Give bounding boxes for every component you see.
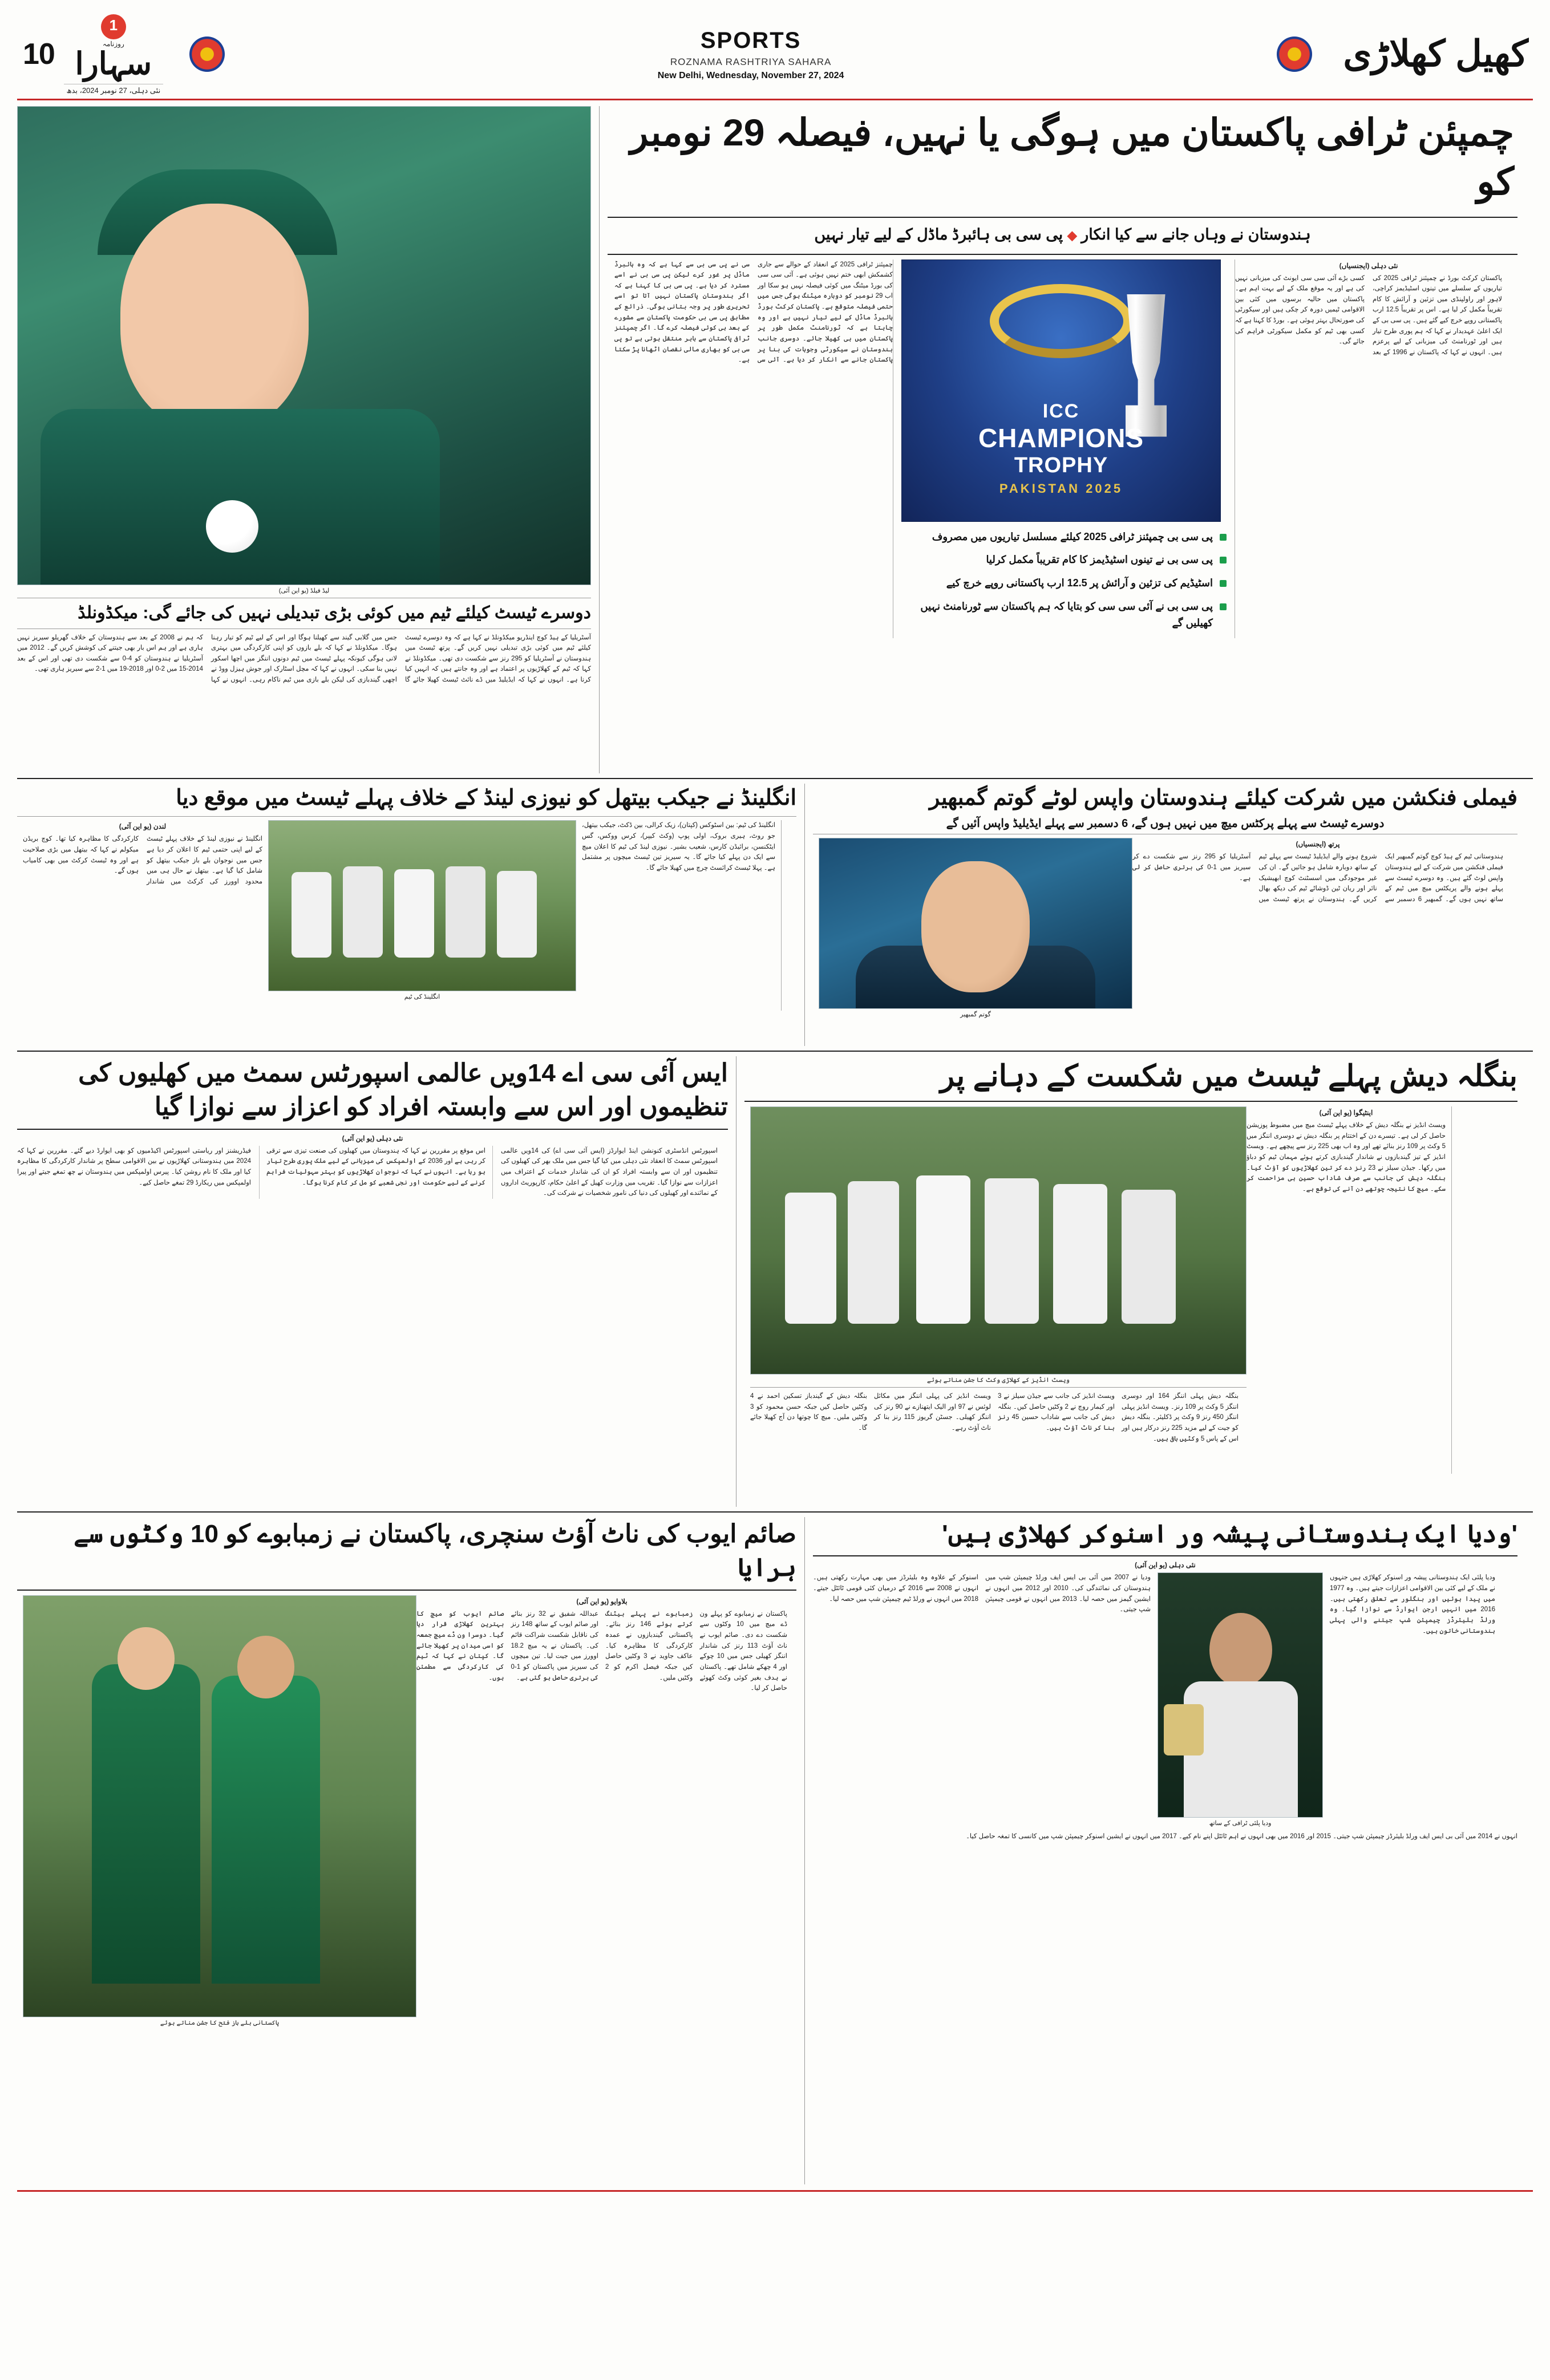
scorecard-col2: ویسٹ انڈیز کی جانب سے جیڈن سیلز نے 3 اور کیمار روچ نے 2 وکٹیں حاصل کیں۔ بنگلہ دیش کی جانب سے شاداب حسین 45 رنز بنا کر ناٹ آؤٹ ہیں۔	[998, 1393, 1115, 1432]
bullet-item: اسٹیڈیم کی تزئین و آرائش پر 12.5 ارب پاکستانی روپے خرچ کیے	[901, 575, 1227, 591]
face-shape	[1209, 1613, 1272, 1687]
logo-badge-icon	[101, 14, 126, 39]
subhead-left: پی سی بی ہائبرڈ ماڈل کے لیے تیار نہیں	[814, 225, 1063, 243]
cricket-ball-shape	[206, 500, 258, 553]
bangladesh-body: ویسٹ انڈیز نے بنگلہ دیش کے خلاف پہلے ٹیسٹ میچ میں مضبوط پوزیشن حاصل کر لی ہے۔ تیسرے دن کے اختتام پر بنگلہ دیش نے دوسری اننگز میں 5 وکٹ پر 109 رنز بنائے تھے اور وہ اب بھی 225 رنز سے پیچھے ہے۔ ویسٹ انڈیز کے تیز گیندبازوں نے شاندار گیندبازی کرتے ہوئے مہمان ٹیم کو دباؤ میں رکھا۔ جیڈن سیلز نے 23 رنز دے کر تین کھلاڑیوں کو آؤٹ کیا۔ بنگلہ دیش کی جانب سے صرف شاداب حسین ہی مزاحمت کر سکے۔ میچ کا نتیجہ چوتھے دن آنے کی توقع ہے۔	[1247, 1122, 1446, 1193]
player-shape	[394, 869, 434, 958]
player-shape	[916, 1175, 970, 1324]
player-shape	[497, 871, 537, 958]
england-story	[17, 784, 804, 1046]
divider	[744, 1101, 1517, 1102]
bangladesh-story	[736, 1056, 1517, 1507]
awards-body-col3: فیڈریشنز اور ریاستی اسپورٹس اکیڈمیوں کو بھی ایوارڈ دیے گئے۔ مقررین نے کہا کہ 2024 میں ہندوستانی کھلاڑیوں نے بین الاقوامی سطح پر شاندار کارکردگی کا مظاہرہ کیا اور ملک کا نام روشن کیا۔ پیرس اولمپکس میں ہندوستان نے چھ تمغے جیتے اور پیرا اولمپکس میں ریکارڈ 29 تمغے حاصل کیے۔	[17, 1147, 251, 1186]
pakistan-body-col4: صائم ایوب کو میچ کا بہترین کھلاڑی قرار دیا گیا۔ دوسرا ون ڈے میچ جمعہ کو اسی میدان پر کھیلا جائے گا۔ کپتان نے کہا کہ ٹیم کی کارکردگی سے مطمئن ہوں۔	[416, 1610, 504, 1681]
section-title: SPORTS	[700, 27, 802, 53]
third-band	[17, 1051, 1533, 1507]
england-body-left: انگلینڈ نے نیوزی لینڈ کے خلاف پہلے ٹیسٹ کے لیے اپنی حتمی ٹیم کا اعلان کر دیا ہے جس میں نوجوان بلے باز جیکب بیتھل کو شامل کیا گیا ہے۔ بیتھل نے حال ہی میں محدود اوورز کی کرکٹ میں شاندار کارکردگی کا مظاہرہ کیا تھا۔ کوچ بریڈن میکولم نے کہا کہ بیتھل میں بڑی صلاحیت ہے اور وہ ٹیسٹ کرکٹ میں بھی کامیاب ہوں گے۔	[23, 836, 262, 885]
awards-headline: ایس آئی سی اے 14ویں عالمی اسپورٹس سمٹ میں کھلیوں کی تنظیموں اور اس سے وابستہ افراد کو اعزاز سے نوازا گیا	[78, 1059, 728, 1121]
pakistan-batsmen-photo	[23, 1595, 416, 2017]
pakistan-zimbabwe-story	[17, 1517, 804, 2184]
gambhir-byline: پرتھ (ایجنسیاں)	[1296, 840, 1340, 849]
gambhir-headline: فیملی فنکشن میں شرکت کیلئے ہندوستان واپس لوٹے گوتم گمبھیر	[929, 786, 1517, 810]
pakistan-body-col2: زمبابوے نے پہلے بیٹنگ کرتے ہوئے 146 رنز بنائے۔ پاکستانی گیندبازوں نے عمدہ کارکردگی کا مظاہرہ کیا۔ عاکف جاوید نے 3 وکٹیں حاصل کیں جبکہ فیصل اکرم کو 2 وکٹیں ملیں۔	[605, 1610, 693, 1681]
pakistan-body-col3: عبداللہ شفیق نے 32 رنز بنائے اور صائم ایوب کے ساتھ 148 رنز کی ناقابل شکست شراکت قائم کی۔ پاکستان نے یہ میچ 18.2 اوورز میں جیت لیا۔ تین میچوں کی سیریز میں پاکستان کو 1-0 کی برتری حاصل ہو گئی ہے۔	[511, 1610, 599, 1681]
player-shape	[446, 866, 485, 958]
lead-body-right: پاکستان کرکٹ بورڈ نے چمپئنز ٹرافی 2025 کی تیاریوں کے سلسلے میں تینوں اسٹیڈیمز کراچی، لاہور اور راولپنڈی میں تزئین و آرائش کا کام تقریباً مکمل کر لیا ہے۔ اس پر تقریباً 12.5 ارب پاکستانی روپے خرچ کیے گئے ہیں۔ پی سی بی کے ایک اعلیٰ عہدیدار نے کہا کہ ہم پوری طرح تیار ہیں اور ٹورنامنٹ کی میزبانی کے لیے پرعزم ہیں۔ انہوں نے کہا کہ پاکستان نے 1996 کے بعد کسی بڑے آئی سی سی ایونٹ کی میزبانی نہیں کی ہے اور یہ موقع ملک کے لیے بہت اہم ہے۔ پاکستان میں حالیہ برسوں میں کئی بین الاقوامی ٹیمیں دورہ کر چکی ہیں اور سیکورٹی کی صورتحال بہتر ہوئی ہے۔ بورڈ کا کہنا ہے کہ کسی بھی ٹیم کو مکمل سیکورٹی فراہم کی جائے گی۔	[1235, 274, 1502, 356]
trophy-logo-text	[902, 400, 1220, 496]
player-shape	[785, 1193, 836, 1324]
bullet-item: پی سی بی نے تینوں اسٹیڈیمز کا کام تقریباً مکمل کرلیا	[901, 552, 1227, 568]
divider	[608, 254, 1517, 255]
divider	[608, 217, 1517, 218]
gambhir-photo	[819, 838, 1132, 1009]
scorecard-col4: بنگلہ دیش کے گیندباز تسکین احمد نے 4 وکٹیں حاصل کیں جبکہ حسن محمود کو 3 وکٹیں ملیں۔ میچ کا چوتھا دن آج کھیلا جائے گا۔	[750, 1393, 867, 1432]
pakistan-photo-caption: پاکستانی بلے باز فتح کا جشن مناتے ہوئے	[160, 2019, 280, 2026]
masthead	[17, 15, 1533, 100]
face-shape	[237, 1636, 294, 1698]
champions-trophy-story	[599, 106, 1517, 773]
england-photo-caption: انگلینڈ کی ٹیم	[404, 994, 440, 1001]
lead-dateline: نئی دہلی (ایجنسیاں)	[1339, 261, 1398, 270]
section-title-block	[242, 26, 1260, 82]
divider	[17, 816, 796, 817]
lead-body-left: چمپئنز ٹرافی 2025 کے انعقاد کے حوالے سے جاری کشمکش ابھی ختم نہیں ہوئی ہے۔ آئی سی سی کی بورڈ میٹنگ میں کوئی فیصلہ نہیں ہو سکا اور اب 29 نومبر کو دوبارہ میٹنگ ہوگی جس میں حتمی فیصلہ متوقع ہے۔ پاکستان کرکٹ بورڈ ہائبرڈ ماڈل کے لیے تیار نہیں ہے اور وہ چاہتا ہے کہ ٹورنامنٹ مکمل طور پر پاکستان میں ہی کھیلا جائے۔ دوسری جانب ہندوستان نے سیکورٹی وجوہات کی بنا پر پاکستان جانے سے انکار کر دیا ہے۔ آئی سی سی نے پی سی بی سے کہا ہے کہ وہ ہائبرڈ ماڈل پر غور کرے لیکن پی سی بی نے اسے مسترد کر دیا ہے۔ پی سی بی کا کہنا ہے کہ اگر ہندوستان پاکستان نہیں آتا تو اسے تحریری طور پر وجہ بتانی ہوگی۔ ذرائع کے مطابق پی سی بی حکومت پاکستان سے مشورے کے بعد ہی کوئی فیصلہ کرے گا۔ اگر چمپئنز ٹرافی پاکستان سے باہر منتقل ہوتی ہے تو پی سی بی کو بھاری مالی نقصان اٹھانا پڑ سکتا ہے۔	[614, 261, 893, 364]
icc-ring-icon	[990, 284, 1132, 358]
player-shape	[92, 1664, 200, 1984]
west-indies-celebration-photo	[750, 1106, 1247, 1375]
page-number: 10	[23, 37, 55, 71]
bullet-item: پی سی بی نے آئی سی سی کو بتایا کہ ہم پاکستان سے ٹورنامنٹ نہیں کھیلیں گے	[901, 598, 1227, 631]
edition-date: New Delhi, Wednesday, November 27, 2024	[657, 71, 844, 81]
publication-logo	[64, 14, 172, 94]
lead-story-band	[17, 106, 1533, 773]
mcdonald-headline: دوسرے ٹیسٹ کیلئے ٹیم میں کوئی بڑی تبدیلی نہیں کی جائے گی: میکڈونلڈ	[78, 603, 591, 622]
gambhir-subhead: دوسرے ٹیسٹ سے پہلے پرکٹس میچ میں نہیں ہوں گے، 6 دسمبر سے پہلے ایڈیلیڈ واپس آئیں گے	[946, 817, 1385, 830]
mcdonald-photo	[17, 106, 591, 585]
england-team-photo	[268, 820, 576, 991]
player-shape	[985, 1178, 1039, 1324]
mcdonald-story	[17, 106, 599, 773]
champions-trophy-logo	[901, 260, 1221, 522]
pakistan-body-col1: پاکستان نے زمبابوے کو پہلے ون ڈے میچ میں 10 وکٹوں سے شکست دے دی۔ صائم ایوب نے ناٹ آؤٹ 113 رنز کی شاندار اننگز کھیلی جس میں 10 چوکے اور 4 چھکے شامل تھے۔ پاکستان نے ہدف بغیر کوئی وکٹ کھوئے حاصل کر لیا۔	[699, 1610, 788, 1692]
torso-shape	[41, 409, 440, 585]
gambhir-photo-caption: گوتم گمبھیر	[960, 1011, 991, 1019]
england-body-right: انگلینڈ کی ٹیم: بین اسٹوکس (کپتان)، زیک کرالی، بین ڈکٹ، جیکب بیتھل، جو روٹ، ہیری بروک، اولی پوپ (وکٹ کیپر)، کرس ووکس، گس ایٹکنسن، برائیڈن کارس، شعیب بشیر۔ نیوزی لینڈ کی ٹیم کا اعلان میچ سے ایک دن پہلے کیا جائے گا۔ یہ سیریز تین ٹیسٹ میچوں پر مشتمل ہے۔ پہلا ٹیسٹ کرائسٹ چرچ میں کھیلا جائے گا۔	[582, 822, 775, 871]
pakistan-byline: بلاوایو (یو این آئی)	[576, 1597, 628, 1605]
face-shape	[118, 1627, 175, 1690]
lead-headline: چمپئن ٹرافی پاکستان میں ہوگی یا نہیں، فیصلہ 29 نومبر کو	[630, 111, 1514, 202]
player-shape	[1053, 1184, 1107, 1324]
bullet-item: پی سی بی چمپئنز ٹرافی 2025 کیلئے مسلسل تیاریوں میں مصروف	[901, 529, 1227, 545]
bangladesh-headline: بنگلہ دیش پہلے ٹیسٹ میں شکست کے دہانے پر	[940, 1060, 1517, 1093]
bangladesh-photo-caption: ویسٹ انڈیز کے کھلاڑی وکٹ کا جشن مناتے ہوئے	[926, 1377, 1070, 1384]
pakistan-headline: صائم ایوب کی ناٹ آؤٹ سنچری، پاکستان نے زمبابوے کو 10 وکٹوں سے ہرایا	[74, 1520, 796, 1582]
mcdonald-photo-caption: لیڈ فیلڈ (یو این آئی)	[278, 587, 330, 594]
snooker-headline: 'ودیا ایک ہندوستانی پیشہ ور اسنوکر کھلاڑی ہیں'	[942, 1520, 1517, 1548]
gambhir-story	[804, 784, 1517, 1046]
lead-bullet-list	[901, 529, 1227, 631]
logo-date-line: نئی دہلی، 27 نومبر 2024، بدھ	[64, 84, 163, 94]
subhead-right: ہندوستان نے وہاں جانے سے کیا انکار	[1081, 225, 1311, 243]
snooker-body-col1: ودیا پلئی ایک ہندوستانی پیشہ ور اسنوکر کھلاڑی ہیں جنہوں نے ملک کے لیے کئی بین الاقوامی اعزازات جیتے ہیں۔ وہ 1977 میں پیدا ہوئیں اور بنگلور سے تعلق رکھتی ہیں۔ 2016 میں انہیں ارجن ایوارڈ سے نوازا گیا۔ وہ ورلڈ بلیئرڈز چیمپئن شپ جیتنے والی پہلی ہندوستانی خاتون ہیں۔	[1330, 1574, 1495, 1635]
fourth-band	[17, 1511, 1533, 2184]
snooker-player-photo	[1158, 1572, 1323, 1818]
player-shape	[343, 866, 383, 958]
england-headline: انگلینڈ نے جیکب بیتھل کو نیوزی لینڈ کے خلاف پہلے ٹیسٹ میں موقع دیا	[176, 786, 796, 810]
mcdonald-body: آسٹریلیا کے ہیڈ کوچ اینڈریو میکڈونلڈ نے کہا ہے کہ وہ دوسرے ٹیسٹ کیلئے ٹیم میں کوئی بڑی تبدیلی نہیں کریں گے۔ پرتھ ٹیسٹ میں ہندوستان نے آسٹریلیا کو 295 رنز سے شکست دی تھی۔ میکڈونلڈ نے کہا کہ ٹیم کے کھلاڑیوں پر اعتماد ہے اور وہ جانتے ہیں کہ انہیں کیا کرنا ہے۔ انہوں نے کہا کہ ایڈیلیڈ میں ڈے نائٹ ٹیسٹ کھیلا جائے گا جس میں گلابی گیند سے کھیلنا ہوگا اور اس کے لیے ٹیم کو تیار رہنا ہوگا۔ میکڈونلڈ نے کہا کہ بلے بازوں کو اپنی کارکردگی میں بہتری لانی ہوگی کیونکہ پہلے ٹیسٹ میں ٹیم دونوں اننگز میں اچھا اسکور نہیں بنا سکی۔ انہوں نے کہا کہ مچل اسٹارک اور جوش ہیزل ووڈ نے اچھی گیندبازی کی لیکن بلے بازی میں ٹیم ناکام رہی۔ انہوں نے کہا کہ ہم نے 2008 کے بعد سے ہندوستان کے خلاف گھریلو سیریز نہیں ہاری ہے اور ہم اس بار بھی جیتنے کی کوشش کریں گے۔ 2012 میں آسٹریلیا نے ہندوستان کو 4-0 سے شکست دی تھی اور اس کے بعد 2014-15 میں 2-0 اور 2018-19 میں 1-2 سے سیریز ہاری تھی۔	[17, 634, 591, 683]
divider	[750, 1387, 1247, 1388]
player-shape	[212, 1676, 320, 1984]
trophy-shape	[1164, 1704, 1204, 1755]
awards-story	[17, 1056, 736, 1507]
trophy-label: TROPHY	[1014, 453, 1108, 477]
awards-body-col1: اسپورٹس انڈسٹری کنونشن اینڈ ایوارڈز (ایس آئی سی اے) کی 14ویں عالمی اسپورٹس سمٹ کا انعقاد نئی دہلی میں کیا گیا جس میں ملک بھر کی کھیلوں کی تنظیموں اور ان سے وابستہ افراد کو ان کی شاندار خدمات کے اعتراف میں اعزازات سے نوازا گیا۔ تقریب میں وزارت کھیل کے اعلیٰ حکام، کارپوریٹ اداروں کے نمائندے اور کھیلوں کی دنیا کی نامور شخصیات نے شرکت کی۔	[501, 1147, 718, 1197]
diamond-icon: ◆	[1067, 228, 1077, 242]
lead-subheads	[608, 222, 1517, 249]
host-year-label: PAKISTAN 2025	[999, 481, 1123, 496]
icc-label: ICC	[1042, 400, 1080, 422]
logo-urdu-text: سہارا	[75, 46, 152, 81]
scorecard-col3: ویسٹ انڈیز کی پہلی اننگز میں مکائل لوئس نے 97 اور الیک ایتھنازے نے 90 رنز کی اننگز کھیلی۔ جسٹن گریوز 115 رنز بنا کر ناٹ آؤٹ رہے۔	[874, 1393, 991, 1432]
second-band	[17, 778, 1533, 1046]
publication-name: ROZNAMA RASHTRIYA SAHARA	[670, 56, 832, 67]
sun-emblem-icon	[189, 37, 225, 72]
logo-top-text: روزنامہ	[102, 39, 124, 48]
face-shape	[921, 861, 1030, 992]
face-shape	[120, 204, 309, 432]
bangladesh-byline: اینٹیگوا (یو این آئی)	[1319, 1109, 1373, 1117]
scorecard-col1: بنگلہ دیش پہلی اننگز 164 اور دوسری اننگز 5 وکٹ پر 109 رنز۔ ویسٹ انڈیز پہلی اننگز 450 رنز 9 وکٹ پر ڈکلیئر۔ بنگلہ دیش کو جیت کے لیے مزید 225 رنز درکار ہیں اور اس کے پاس 5 وکٹیں باقی ہیں۔	[1122, 1393, 1239, 1442]
snooker-body-col2: انہوں نے 2014 میں آئی بی ایس ایف ورلڈ بلیئرڈز چیمپئن شپ جیتی۔ 2015 اور 2016 میں بھی انہوں نے اہم ٹائٹل اپنے نام کیے۔ 2017 میں انہوں نے ایشین اسنوکر چیمپئن شپ میں کانسی کا تمغہ حاصل کیا۔	[966, 1833, 1517, 1840]
urdu-section-title: کھیل کھلاڑی	[1343, 33, 1528, 74]
player-shape	[1122, 1190, 1176, 1324]
snooker-story	[804, 1517, 1517, 2184]
footer-rule	[17, 2190, 1533, 2192]
player-shape	[292, 872, 331, 958]
champions-label: CHAMPIONS	[978, 423, 1144, 453]
divider	[17, 1590, 796, 1591]
divider	[813, 1555, 1517, 1556]
awards-body-col2: اس موقع پر مقررین نے کہا کہ ہندوستان میں کھیلوں کی صنعت تیزی سے ترقی کر رہی ہے اور 2036 کے اولمپکس کی میزبانی کے لیے ملک پوری طرح تیار ہو رہا ہے۔ انہوں نے کہا کہ نوجوان کھلاڑیوں کو بہتر سہولیات فراہم کرنے کے لیے حکومت اور نجی شعبے کو مل کر کام کرنا ہوگا۔	[259, 1146, 493, 1199]
gambhir-body: ہندوستانی ٹیم کے ہیڈ کوچ گوتم گمبھیر ایک فیملی فنکشن میں شرکت کے لیے ہندوستان واپس لوٹ گئے ہیں۔ وہ دوسرے ٹیسٹ سے پہلے ہونے والے پریکٹس میچ میں ٹیم کے ساتھ نہیں ہوں گے۔ گمبھیر 6 دسمبر سے شروع ہونے والے ایڈیلیڈ ٹیسٹ سے پہلے ٹیم کے ساتھ دوبارہ شامل ہو جائیں گے۔ ان کی غیر موجودگی میں اسسٹنٹ کوچ ابھیشیک نائر اور ریان ٹین ڈوشاٹے ٹیم کی دیکھ بھال کریں گے۔ ہندوستان نے پرتھ ٹیسٹ میں آسٹریلیا کو 295 رنز سے شکست دے کر سیریز میں 1-0 کی برتری حاصل کر لی ہے۔	[1132, 853, 1503, 903]
snooker-body-col3: ودیا نے 2007 میں آئی بی ایس ایف ورلڈ چیمپئن شپ میں ہندوستان کی نمائندگی کی۔ 2010 اور 2012 میں انہوں نے ایشین گیمز میں حصہ لیا۔ 2013 میں انہوں نے قومی چیمپئن شپ جیتی۔	[985, 1574, 1151, 1613]
snooker-byline: نئی دہلی (یو این آئی)	[1135, 1561, 1196, 1570]
sun-emblem-icon-right	[1277, 37, 1312, 72]
snooker-photo-caption: ودیا پلئی ٹرافی کے ساتھ	[1209, 1820, 1272, 1827]
divider	[17, 1129, 728, 1130]
snooker-body-col4: اسنوکر کے علاوہ وہ بلیئرڈز میں بھی مہارت رکھتی ہیں۔ انہوں نے 2008 سے 2016 کے درمیان کئی قومی ٹائٹل جیتے۔ 2018 میں انہوں نے ورلڈ ٹیم چیمپئن شپ میں حصہ لیا۔	[813, 1574, 979, 1603]
player-shape	[848, 1181, 899, 1324]
england-byline: لندن (یو این آئی)	[119, 822, 167, 831]
awards-byline: نئی دہلی (یو این آئی)	[342, 1134, 403, 1142]
